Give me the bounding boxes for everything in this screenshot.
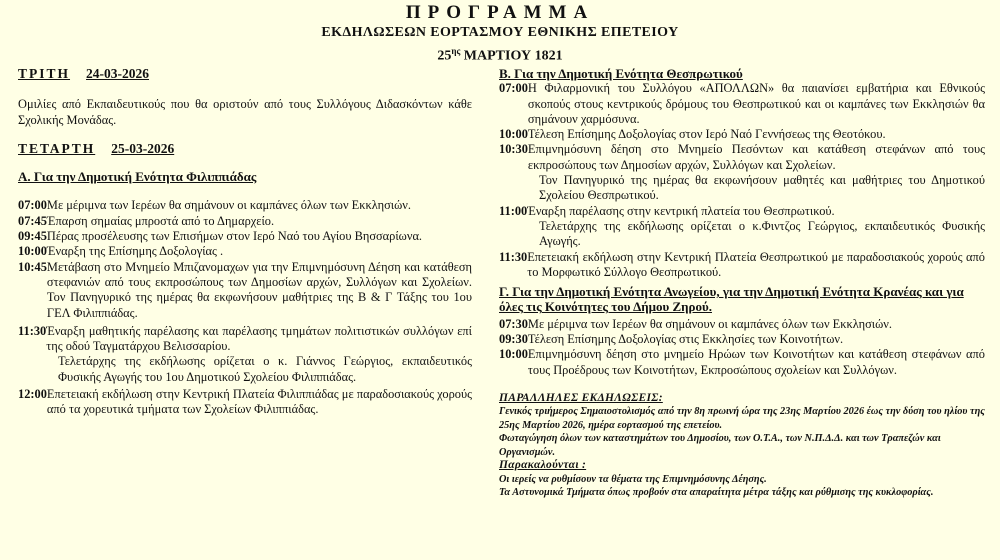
parallel-flags: Γενικός τριήμερος Σημαιοστολισμός από την 8η πρωινή ώρα της 23ης Μαρτίου 2026 έως την δύση του ηλίου της 25ης Μαρτίου 2026, ημέρα εορτασμού της επετείου. (499, 406, 985, 431)
event-row: 11:30 Επετειακή εκδήλωση στην Κεντρική Πλατεία Θεσπρωτικού με παραδοσιακούς χορούς από το Μορφωτικό Σύλλογο Θεσπρωτικού. (499, 249, 985, 279)
parallel-events (499, 392, 985, 500)
section-a-heading: Α. Για την Δημοτική Ενότητα Φιλιππιάδας (18, 169, 257, 185)
parallel-lighting: Φωταγώγηση όλων των καταστημάτων του Δημοσίου, των Ο.Τ.Α., των Ν.Π.Δ.Δ. και των Τραπεζών και Οργανισμών. (499, 433, 941, 458)
b-1030-note: Τον Πανηγυρικό της ημέρας θα εκφωνήσουν μαθητές και μαθήτριες του Δημοτικού Σχολείου Θεσπρωτικού. (539, 173, 985, 203)
event-row: 07:45 Έπαρση σημαίας μπροστά από το Δημαρχείο. (18, 213, 275, 228)
event-row: 11:30 Έναρξη μαθητικής παρέλασης και παρέλασης τμημάτων πολιτιστικών συλλόγων επί της οδού Ταγματάρχου Βελισσαρίου. (18, 323, 472, 354)
event-row: 07:30 Με μέριμνα των Ιερέων θα σημάνουν οι καμπάνες όλων των Εκκλησιών. (499, 316, 892, 331)
parallel-heading: ΠΑΡΑΛΛΗΛΕΣ ΕΚΔΗΛΩΣΕΙΣ: (499, 391, 663, 404)
b-1100-note: Τελετάρχης της εκδήλωσης ορίζεται ο κ.Φιντζος Γεώργιος, εκπαιδευτικός Φυσικής Αγωγής. (539, 218, 985, 249)
event-row: 09:30 Τέλεση Επίσημης Δοξολογίας στις Εκκλησίες των Κοινοτήτων. (499, 332, 844, 347)
event-row: 11:00 Έναρξη παρέλασης στην κεντρική πλατεία του Θεσπρωτικού. (499, 203, 835, 218)
section-c-heading: Γ. Για την Δημοτική Ενότητα Ανωγείου, για την Δημοτική Ενότητα Κρανέας και για όλες τις Κοινότητες του Δήμου Ζηρού. (499, 284, 964, 315)
tuesday-text: Ομιλίες από Εκπαιδευτικούς που θα οριστούν από τους Συλλόγους Διδασκόντων κάθε Σχολικής Μονάδας. (18, 97, 472, 127)
requests-heading: Παρακαλούνται : (499, 459, 587, 472)
program-subtitle: ΕΚΔΗΛΩΣΕΩΝ ΕΟΡΤΑΣΜΟΥ ΕΘΝΙΚΗΣ ΕΠΕΤΕΙΟΥ (321, 25, 679, 40)
program-header (0, 0, 1000, 66)
right-column (499, 66, 985, 500)
request-priests: Οι ιερείς να ρυθμίσουν τα θέματα της Επιμνημόσυνης Δέησης. (499, 473, 767, 485)
teletarxis-note: Τελετάρχης της εκδήλωσης ορίζεται ο κ. Γιάννος Γεώργιος, εκπαιδευτικός Φυσικής Αγωγής του 1ου Δημοτικού Σχολείου Φιλιππιάδας. (58, 354, 472, 384)
event-row: 10:00 Επιμνημόσυνη δέηση στο μνημείο Ηρώων των Κοινοτήτων και κατάθεση στεφάνων από τους Προέδρους των Κοινοτήτων, Εκπροσώπους σχολείων και Συλλόγων. (499, 347, 985, 377)
day-heading-tuesday: ΤΡΙΤΗ 24-03-2026 (18, 66, 150, 81)
event-row: 10:00 Έναρξη της Επίσημης Δοξολογίας . (18, 244, 224, 259)
event-row: 09:45 Πέρας προσέλευσης των Επισήμων στον Ιερό Ναό του Αγίου Βησσαρίωνα. (18, 229, 423, 244)
event-row: 12:00 Επετειακή εκδήλωση στην Κεντρική Πλατεία Φιλιππιάδας με παραδοσιακούς χορούς από τα χορευτικά τμήματα των Σχολείων Φιλιππιάδας. (18, 387, 472, 417)
program-title: ΠΡΟΓΡΑΜΜΑ (405, 2, 595, 23)
day-heading-wednesday: ΤΕΤΑΡΤΗ 25-03-2026 (18, 140, 175, 156)
event-row: 10:45 Μετάβαση στο Μνημείο Μπιζανομαχων για την Επιμνημόσυνη Δέηση και κατάθεση στεφανιών από τους εκπροσώπους των Δημοσίων αρχών, Συλλόγων και Σχολείων. Τον Πανηγυρικό της ημέρας θα εκφωνήσουν μαθήτριες της Β & Γ Τάξης του 1ου ΓΕΛ Φιλιππιάδας. (18, 259, 472, 320)
request-police: Τα Αστυνομικά Τμήματα όπως προβούν στα απαραίτητα μέτρα τάξης και ρύθμισης της κυκλοφορίας. (499, 487, 934, 499)
event-row: 07:00 Η Φιλαρμονική του Συλλόγου «ΑΠΟΛΛΩΝ» θα παιανίσει εμβατήρια και Εθνικούς σκοπούς στους κεντρικούς δρόμους του Θεσπρωτικού και οι καμπάνες των Εκκλησιών θα σημάνουν χαρμόσυνα. (499, 81, 985, 126)
left-column (18, 66, 472, 418)
event-row: 10:30 Επιμνημόσυνη δέηση στο Μνημείο Πεσόντων και κατάθεση στεφάνων από τους εκπροσώπους των Δημοσίων αρχών, Συλλόγων και Σχολείων. (499, 142, 985, 172)
event-row: 07:00 Με μέριμνα των Ιερέων θα σημάνουν οι καμπάνες όλων των Εκκλησιών. (18, 198, 411, 213)
event-row: 10:00 Τέλεση Επίσημης Δοξολογίας στον Ιερό Ναό Γεννήσεως της Θεοτόκου. (499, 127, 886, 142)
program-date: $25^{\eta\varsigma}$ ΜΑΡΤΙΟΥ 1821 (437, 46, 563, 64)
section-b-heading: Β. Για την Δημοτική Ενότητα Θεσπρωτικού (499, 66, 743, 81)
